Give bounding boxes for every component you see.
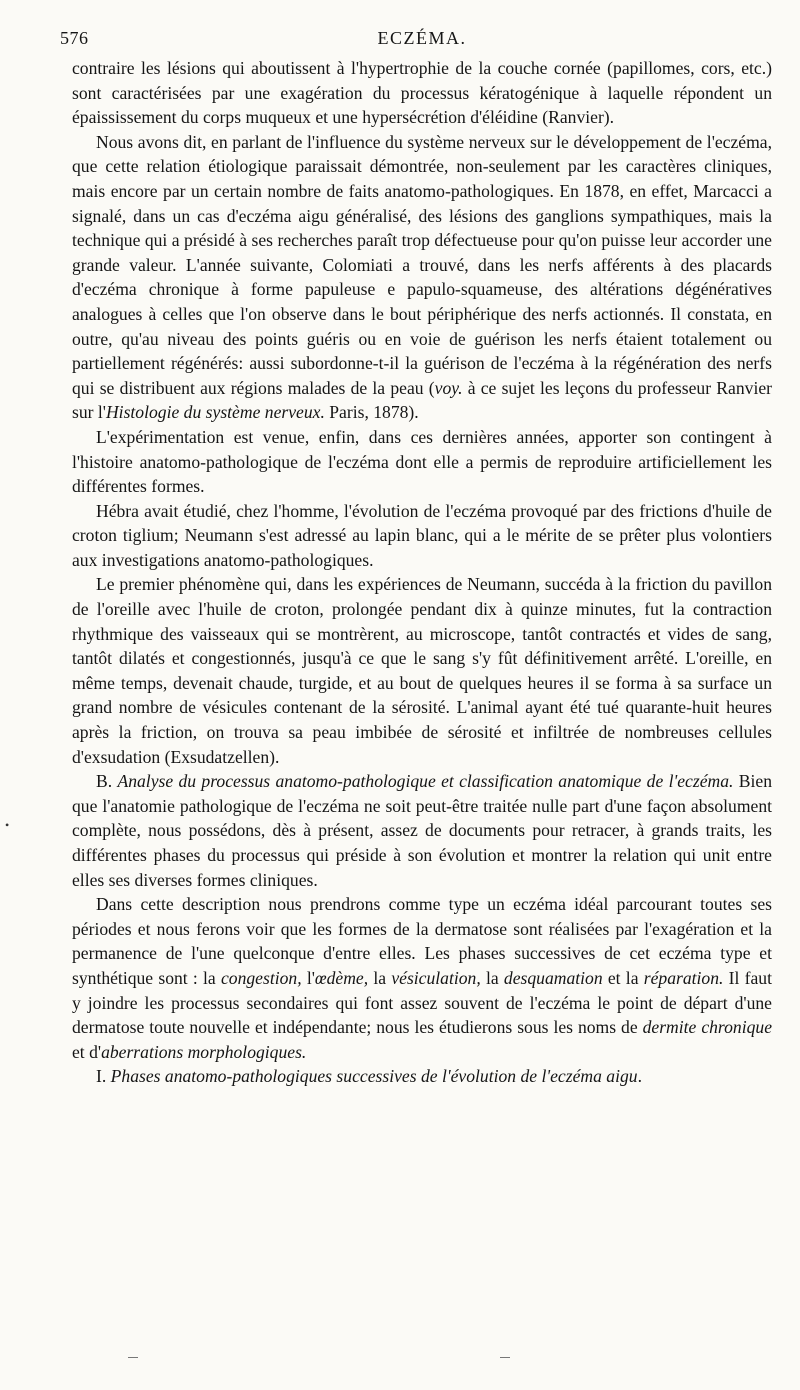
text-run: et d' <box>72 1041 102 1062</box>
italic-text: desquamation <box>503 967 603 988</box>
text-run: Paris, 1878). <box>324 402 419 423</box>
paragraph <box>72 130 772 425</box>
margin-mark-icon: • <box>5 818 10 832</box>
italic-text: œdème, <box>314 967 369 988</box>
italic-text: aberrations morphologiques. <box>101 1041 307 1062</box>
text-run: Le premier phénomène qui, dans les expériences de Neumann, succéda à la friction du pavillon de l'oreille avec l'huile de croton, prolongée pendant dix à quinze minutes, fut la contraction rhythmique des vaisseaux qui se montrèrent, au microscope, tantôt contractés et vides de sang, tantôt dilatés et congestionnés, jusqu'à ce que le sang s'y fût définitivement arrêté. L'oreille, en même temps, devenait chaude, turgide, et au bout de quelques heures il se forma à sa surface un grand nombre de vésicules contenant de la sérosité. L'animal ayant été tué quarante-huit heures après la friction, on trouva sa peau imbibée de sérosité et infiltrée de nombreuses cellules d'exsudation (Exsudatzellen). <box>72 574 772 767</box>
text-run: la <box>368 967 392 988</box>
paragraph <box>72 892 772 1064</box>
text-run: B. <box>96 771 118 792</box>
text-run: Bien que l'anatomie pathologique de l'eczéma ne soit peut-être traitée nulle part d'une façon absolument complète, nous possédons, dès à présent, assez de documents pour retracer, à grands traits, les différentes phases du processus qui préside à son évolution et montrer la relation qui unit entre elles ses diverses formes cliniques. <box>72 771 772 890</box>
page-number: 576 <box>60 28 89 48</box>
text-run: Hébra avait étudié, chez l'homme, l'évolution de l'eczéma provoqué par des frictions d'huile de croton tiglium; Neumann s'est adressé au lapin blanc, qui a le mérite de se prêter plus volontiers aux investigations anatomo-pathologiques. <box>72 500 772 570</box>
paragraph <box>72 499 772 573</box>
paragraph <box>72 1064 772 1089</box>
italic-text: vésiculation, <box>391 967 481 988</box>
text-run: Dans cette description nous prendrons comme type un eczéma idéal parcourant toutes ses périodes et nous ferons voir que les formes de la dermatose sont réalisées par l'exagération et la permanence de l'une quelconque d'entre elles. Les phases successives de cet eczéma type et synthétique sont : la <box>72 894 772 988</box>
footer-dash-left <box>128 1357 138 1358</box>
paragraph <box>72 572 772 769</box>
italic-text: voy. <box>434 377 463 398</box>
paragraph <box>72 56 772 130</box>
paragraph <box>72 425 772 499</box>
text-run: contraire les lésions qui aboutissent à l'hypertrophie de la couche cornée (papillomes, cors, etc.) sont caractérisées par une exagération du processus kératogénique à laquelle répondent un épaississement du corps muqueux et une hypersécrétion d'éléidine (Ranvier). <box>72 58 772 128</box>
italic-text: Phases anatomo-pathologiques successives de l'évolution de l'eczéma aigu <box>110 1066 638 1087</box>
paragraph <box>72 769 772 892</box>
text-run: et la <box>602 967 644 988</box>
book-page <box>60 22 772 1089</box>
italic-text: dermite chronique <box>642 1017 772 1038</box>
text-run: I. <box>96 1066 111 1087</box>
text-run: la <box>480 967 504 988</box>
italic-text: congestion, <box>220 967 302 988</box>
text-run: Nous avons dit, en parlant de l'influence du système nerveux sur le développement de l'eczéma, que cette relation étiologique paraissait démontrée, non-seulement par les caractères cliniques, mais encore par un certain nombre de faits anatomo-pathologiques. En 1878, en effet, Marcacci a signalé, dans un cas d'eczéma aigu généralisé, des lésions des ganglions sympathiques, mais la technique qui a présidé à ses recherches paraît trop défectueuse pour qu'on puisse leur accorder une grande valeur. L'année suivante, Colomiati a trouvé, dans les nerfs afférents à des placards d'eczéma chronique à forme papuleuse e papulo-squameuse, des altérations dégénératives analogues à celles que l'on observe dans le bout périphérique des nerfs actionnés. Il constata, en outre, qu'au niveau des points guéris ou en voie de guérison les nerfs étaient totalement ou partiellement régénérés: aussi subordonne-t-il la guérison de l'eczéma à la régénération des nerfs qui se distribuent aux régions malades de la peau ( <box>72 131 772 398</box>
text-run: à ce sujet les leçons du professeur Ranvier sur l' <box>72 377 772 423</box>
text-run: L'expérimentation est venue, enfin, dans ces dernières années, apporter son contingent à l'histoire anatomo-pathologique de l'eczéma dont elle a permis de reproduire artificiellement les différentes formes. <box>72 426 772 497</box>
footer-dash-right <box>500 1357 510 1358</box>
text-run: l' <box>301 967 315 988</box>
text-run: . <box>637 1066 642 1087</box>
italic-text: Histologie du système nerveux. <box>105 402 325 423</box>
text-run: Il faut y joindre les processus secondaires qui font assez souvent de l'eczéma le point de départ d'une dermatose toute nouvelle et indépendante; nous les étudierons sous les noms de <box>72 967 772 1038</box>
italic-text: Analyse du processus anatomo-pathologique et classification anatomique de l'eczéma. <box>117 771 734 792</box>
body-text <box>72 56 772 1089</box>
italic-text: réparation. <box>643 967 724 988</box>
running-title: ECZÉMA. <box>377 28 467 48</box>
page-header <box>60 22 772 56</box>
